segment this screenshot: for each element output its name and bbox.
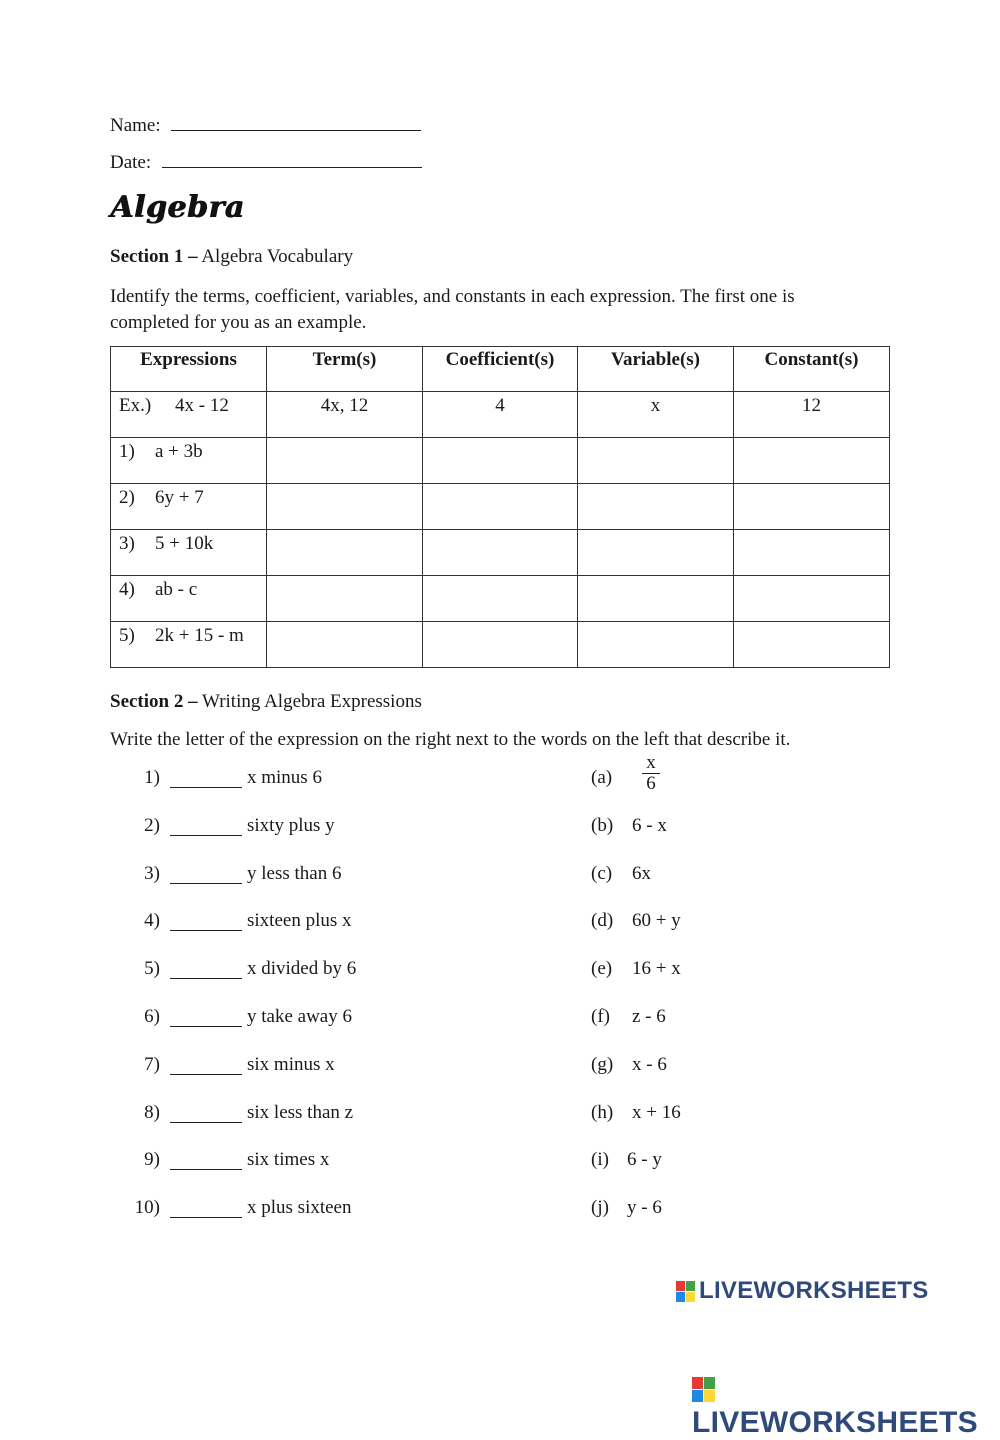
column-header-expressions: Expressions bbox=[111, 347, 267, 392]
column-header-variables: Variable(s) bbox=[578, 347, 734, 392]
option-letter: (c) bbox=[591, 863, 613, 884]
option-expression: 16 + x bbox=[632, 958, 681, 979]
option-fraction bbox=[641, 753, 661, 794]
answer-blank[interactable] bbox=[170, 1106, 242, 1123]
terms-answer-cell[interactable] bbox=[267, 622, 423, 668]
option-letter: (g) bbox=[591, 1054, 614, 1075]
constant-cell: 12 bbox=[734, 392, 890, 438]
item-number: 9) bbox=[144, 1149, 160, 1170]
expression-cell bbox=[111, 530, 267, 576]
item-number: 7) bbox=[144, 1054, 160, 1075]
option-expression: x - 6 bbox=[632, 1054, 667, 1075]
coefficient-answer-cell[interactable] bbox=[423, 438, 578, 484]
option-expression: 6x bbox=[632, 863, 651, 884]
option-expression: 60 + y bbox=[632, 910, 681, 931]
row-number: 2) bbox=[119, 487, 135, 508]
variable-answer-cell[interactable] bbox=[578, 530, 734, 576]
row-number: Ex.) bbox=[119, 395, 152, 416]
vocabulary-table bbox=[110, 346, 890, 668]
option-letter: (e) bbox=[591, 958, 613, 979]
coefficient-answer-cell[interactable] bbox=[423, 576, 578, 622]
expression-cell bbox=[111, 484, 267, 530]
liveworksheets-logo-icon bbox=[676, 1281, 696, 1303]
constant-answer-cell[interactable] bbox=[734, 530, 890, 576]
section1-heading-bold: Section 1 – bbox=[110, 246, 198, 267]
date-line[interactable] bbox=[162, 149, 422, 168]
expression-text: 4x - 12 bbox=[175, 395, 229, 416]
option-letter: (h) bbox=[591, 1102, 614, 1123]
variable-answer-cell[interactable] bbox=[578, 576, 734, 622]
terms-answer-cell[interactable] bbox=[267, 576, 423, 622]
date-label: Date: bbox=[110, 152, 152, 173]
option-letter: (i) bbox=[591, 1149, 609, 1170]
section1-heading-rest: Algebra Vocabulary bbox=[201, 246, 354, 267]
coefficient-answer-cell[interactable] bbox=[423, 622, 578, 668]
answer-blank[interactable] bbox=[170, 1010, 242, 1027]
column-header-coefficients: Coefficient(s) bbox=[423, 347, 578, 392]
option-letter: (f) bbox=[591, 1006, 610, 1027]
constant-answer-cell[interactable] bbox=[734, 438, 890, 484]
answer-blank[interactable] bbox=[170, 1153, 242, 1170]
coefficient-answer-cell[interactable] bbox=[423, 530, 578, 576]
name-field bbox=[110, 112, 421, 137]
item-description: y less than 6 bbox=[247, 863, 342, 884]
constant-answer-cell[interactable] bbox=[734, 484, 890, 530]
coefficient-cell: 4 bbox=[423, 392, 578, 438]
item-number: 2) bbox=[144, 815, 160, 836]
table-header-row bbox=[111, 347, 890, 392]
item-number: 6) bbox=[144, 1006, 160, 1027]
row-number: 3) bbox=[119, 533, 135, 554]
answer-blank[interactable] bbox=[170, 867, 242, 884]
expression-text: a + 3b bbox=[155, 441, 203, 462]
item-number: 3) bbox=[144, 863, 160, 884]
expression-cell bbox=[111, 622, 267, 668]
terms-answer-cell[interactable] bbox=[267, 438, 423, 484]
answer-blank[interactable] bbox=[170, 819, 242, 836]
name-line[interactable] bbox=[171, 112, 421, 131]
variable-answer-cell[interactable] bbox=[578, 438, 734, 484]
section2-heading-bold: Section 2 – bbox=[110, 691, 198, 712]
variable-cell: x bbox=[578, 392, 734, 438]
expression-cell bbox=[111, 392, 267, 438]
section1-instructions-line1: Identify the terms, coefficient, variables, and constants in each expression. The first one is bbox=[110, 286, 795, 307]
answer-blank[interactable] bbox=[170, 771, 242, 788]
section1-instructions bbox=[110, 284, 900, 336]
item-number: 10) bbox=[134, 1197, 160, 1218]
table-row bbox=[111, 484, 890, 530]
liveworksheets-footer-logo-icon bbox=[692, 1377, 716, 1403]
constant-answer-cell[interactable] bbox=[734, 622, 890, 668]
item-number: 8) bbox=[144, 1102, 160, 1123]
option-expression: 6 - y bbox=[627, 1149, 662, 1170]
expression-text: 2k + 15 - m bbox=[155, 625, 244, 646]
answer-blank[interactable] bbox=[170, 914, 242, 931]
section1-instructions-line2: completed for you as an example. bbox=[110, 312, 367, 333]
answer-blank[interactable] bbox=[170, 962, 242, 979]
item-description: x minus 6 bbox=[247, 767, 322, 788]
item-description: six minus x bbox=[247, 1054, 335, 1075]
terms-answer-cell[interactable] bbox=[267, 484, 423, 530]
table-row-example bbox=[111, 392, 890, 438]
column-header-constants: Constant(s) bbox=[734, 347, 890, 392]
expression-text: 6y + 7 bbox=[155, 487, 204, 508]
liveworksheets-logo bbox=[676, 1277, 929, 1305]
variable-answer-cell[interactable] bbox=[578, 484, 734, 530]
item-number: 4) bbox=[144, 910, 160, 931]
section1-heading bbox=[110, 246, 353, 268]
table-row bbox=[111, 530, 890, 576]
item-description: x plus sixteen bbox=[247, 1197, 352, 1218]
option-expression: z - 6 bbox=[632, 1006, 666, 1027]
expression-cell bbox=[111, 576, 267, 622]
option-letter: (a) bbox=[591, 767, 613, 788]
option-expression: x + 16 bbox=[632, 1102, 681, 1123]
constant-answer-cell[interactable] bbox=[734, 576, 890, 622]
item-description: x divided by 6 bbox=[247, 958, 357, 979]
table-row bbox=[111, 576, 890, 622]
fraction-numerator: x bbox=[646, 752, 656, 773]
item-description: six times x bbox=[247, 1149, 330, 1170]
option-expression: 6 - x bbox=[632, 815, 667, 836]
option-letter: (b) bbox=[591, 815, 614, 836]
table-row bbox=[111, 622, 890, 668]
row-number: 5) bbox=[119, 625, 135, 646]
item-description: six less than z bbox=[247, 1102, 354, 1123]
section2-heading bbox=[110, 691, 422, 713]
option-letter: (j) bbox=[591, 1197, 609, 1218]
answer-blank[interactable] bbox=[170, 1201, 242, 1218]
item-number: 1) bbox=[144, 767, 160, 788]
table-row bbox=[111, 438, 890, 484]
item-number: 5) bbox=[144, 958, 160, 979]
liveworksheets-footer-logo-text: LIVEWORKSHEETS bbox=[692, 1406, 978, 1439]
item-description: sixty plus y bbox=[247, 815, 335, 836]
liveworksheets-footer-logo bbox=[692, 1372, 1000, 1440]
item-description: sixteen plus x bbox=[247, 910, 352, 931]
page-title: Algebra bbox=[110, 190, 245, 225]
expression-cell bbox=[111, 438, 267, 484]
row-number: 1) bbox=[119, 441, 135, 462]
liveworksheets-logo-text: LIVEWORKSHEETS bbox=[699, 1277, 929, 1304]
terms-cell: 4x, 12 bbox=[267, 392, 423, 438]
item-description: y take away 6 bbox=[247, 1006, 352, 1027]
section2-heading-rest: Writing Algebra Expressions bbox=[202, 691, 422, 712]
option-expression: y - 6 bbox=[627, 1197, 662, 1218]
expression-text: ab - c bbox=[155, 579, 198, 600]
date-field bbox=[110, 149, 422, 174]
fraction-denominator: 6 bbox=[646, 773, 656, 794]
terms-answer-cell[interactable] bbox=[267, 530, 423, 576]
row-number: 4) bbox=[119, 579, 135, 600]
section2-instructions: Write the letter of the expression on the right next to the words on the left that describe it. bbox=[110, 729, 791, 750]
option-letter: (d) bbox=[591, 910, 614, 931]
name-label: Name: bbox=[110, 115, 161, 136]
variable-answer-cell[interactable] bbox=[578, 622, 734, 668]
answer-blank[interactable] bbox=[170, 1058, 242, 1075]
expression-text: 5 + 10k bbox=[155, 533, 214, 554]
column-header-terms: Term(s) bbox=[267, 347, 423, 392]
coefficient-answer-cell[interactable] bbox=[423, 484, 578, 530]
